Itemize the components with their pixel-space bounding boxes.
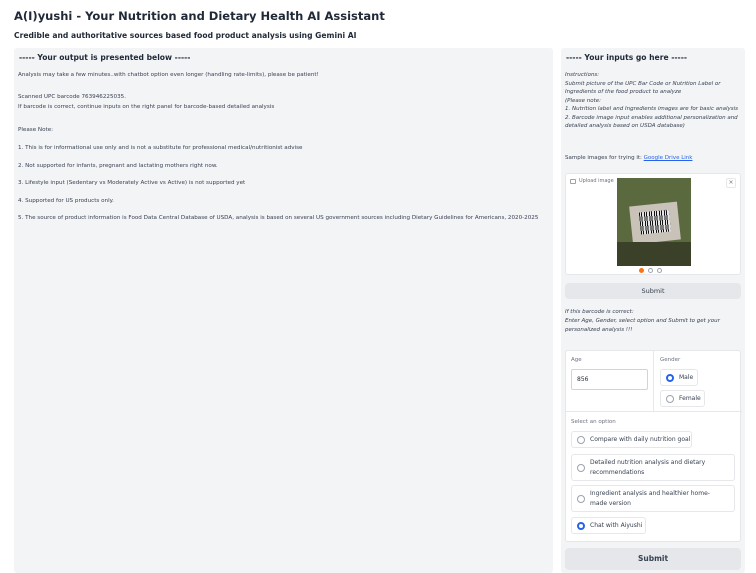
gender-option-label: Male [679, 374, 694, 381]
output-header: ----- Your output is presented below ----- [19, 53, 191, 62]
option-text: Ingredient analysis and healthier home-made version [590, 490, 710, 507]
option-text: Detailed nutrition analysis and dietary recommendations [590, 459, 706, 476]
barcode-bars [639, 209, 671, 234]
submit-image-button[interactable]: Submit [565, 283, 741, 299]
note-item-5: 5. The source of product information is Food Data Central Database of USDA, analysis is based on several US government sources including Dietary Guidelines for Americans, 2020-2025 [18, 215, 539, 221]
note-item-3: 3. Lifestyle input (Sedentary vs Moderately Active vs Active) is not supported yet [18, 180, 246, 186]
radio-icon [577, 436, 585, 444]
please-note-heading: Please Note: [18, 127, 54, 133]
preview-shadow [617, 242, 691, 266]
radio-icon [577, 464, 585, 472]
gender-option-label: Female [679, 395, 701, 402]
personalization-form [565, 350, 741, 542]
image-icon [570, 179, 576, 184]
note-item-4: 4. Supported for US products only. [18, 198, 114, 204]
option-ingredient-analysis[interactable] [571, 485, 735, 512]
google-drive-link[interactable]: Google Drive Link [643, 155, 693, 161]
form-divider [566, 411, 742, 412]
instruction-line: Instructions: [565, 72, 600, 78]
note-item-1: 1. This is for informational use only and is not a substitute for professional medical/nutritionist advise [18, 145, 303, 151]
radio-icon [577, 495, 585, 503]
note-item-2: 2. Not supported for infants, pregnant and lactating mothers right now. [18, 163, 218, 169]
scanned-barcode-text: Scanned UPC barcode 763946225035. [18, 94, 126, 100]
input-panel [561, 48, 745, 573]
instruction-line: (Please note: [565, 97, 601, 104]
instruction-line: Ingredients of the food product to analyze [565, 89, 682, 96]
option-detailed-nutrition[interactable] [571, 454, 735, 481]
upload-label-text: Upload image [579, 178, 614, 184]
age-input[interactable]: 856 [571, 369, 648, 390]
barcode-card [629, 202, 681, 245]
instruction-line: 2. Barcode image input enables additional personalization and [565, 114, 738, 121]
correct-note-line: If this barcode is correct: [565, 309, 634, 315]
app-subtitle: Credible and authoritative sources based food product analysis using Gemini AI [14, 31, 357, 40]
input-header: ----- Your inputs go here ----- [566, 53, 688, 62]
upload-source-dots [639, 268, 662, 273]
sample-images-text [565, 155, 692, 161]
image-upload[interactable] [565, 173, 741, 275]
dot-webcam[interactable] [648, 268, 653, 273]
option-text: Chat with Aiyushi [590, 522, 643, 529]
barcode-continue-text: If barcode is correct, continue inputs on the right panel for barcode-based detailed analysis [18, 104, 275, 110]
age-label: Age [571, 357, 582, 363]
dot-upload[interactable] [639, 268, 644, 273]
submit-analysis-button[interactable]: Submit [565, 548, 741, 570]
correct-note-line: personalized analysis !!! [565, 326, 633, 333]
instruction-line: Submit picture of the UPC Bar Code or Nutrition Label or [565, 80, 721, 87]
gender-option-male[interactable] [660, 369, 698, 386]
option-label: Select an option [571, 419, 616, 425]
correct-note-line: Enter Age, Gender, select option and Submit to get your [565, 317, 720, 324]
radio-selected-icon [577, 522, 585, 530]
instruction-line: detailed analysis based on USDA database) [565, 123, 685, 130]
barcode-correct-note [565, 308, 720, 334]
option-chat-with-aiyushi[interactable] [571, 517, 646, 534]
dot-clipboard[interactable] [657, 268, 662, 273]
app-title: A(I)yushi - Your Nutrition and Dietary Health AI Assistant [14, 9, 385, 23]
instruction-line: 1. Nutrition label and Ingredients images are for basic analysis [565, 106, 738, 113]
option-text: Compare with daily nutrition goal [590, 436, 691, 443]
sample-prefix: Sample images for trying it: [565, 155, 642, 161]
age-area [566, 351, 654, 411]
close-icon[interactable]: × [726, 178, 736, 188]
barcode-preview-image [617, 178, 691, 266]
gender-label: Gender [660, 357, 681, 363]
wait-note: Analysis may take a few minutes..with chatbot option even longer (handling rate-limits), please be patient! [18, 72, 319, 78]
gender-option-female[interactable] [660, 390, 705, 407]
output-panel [14, 48, 553, 573]
upload-label [570, 178, 614, 184]
instructions [565, 71, 743, 131]
option-compare-daily-goal[interactable] [571, 431, 692, 448]
radio-icon [666, 395, 674, 403]
radio-selected-icon [666, 374, 674, 382]
